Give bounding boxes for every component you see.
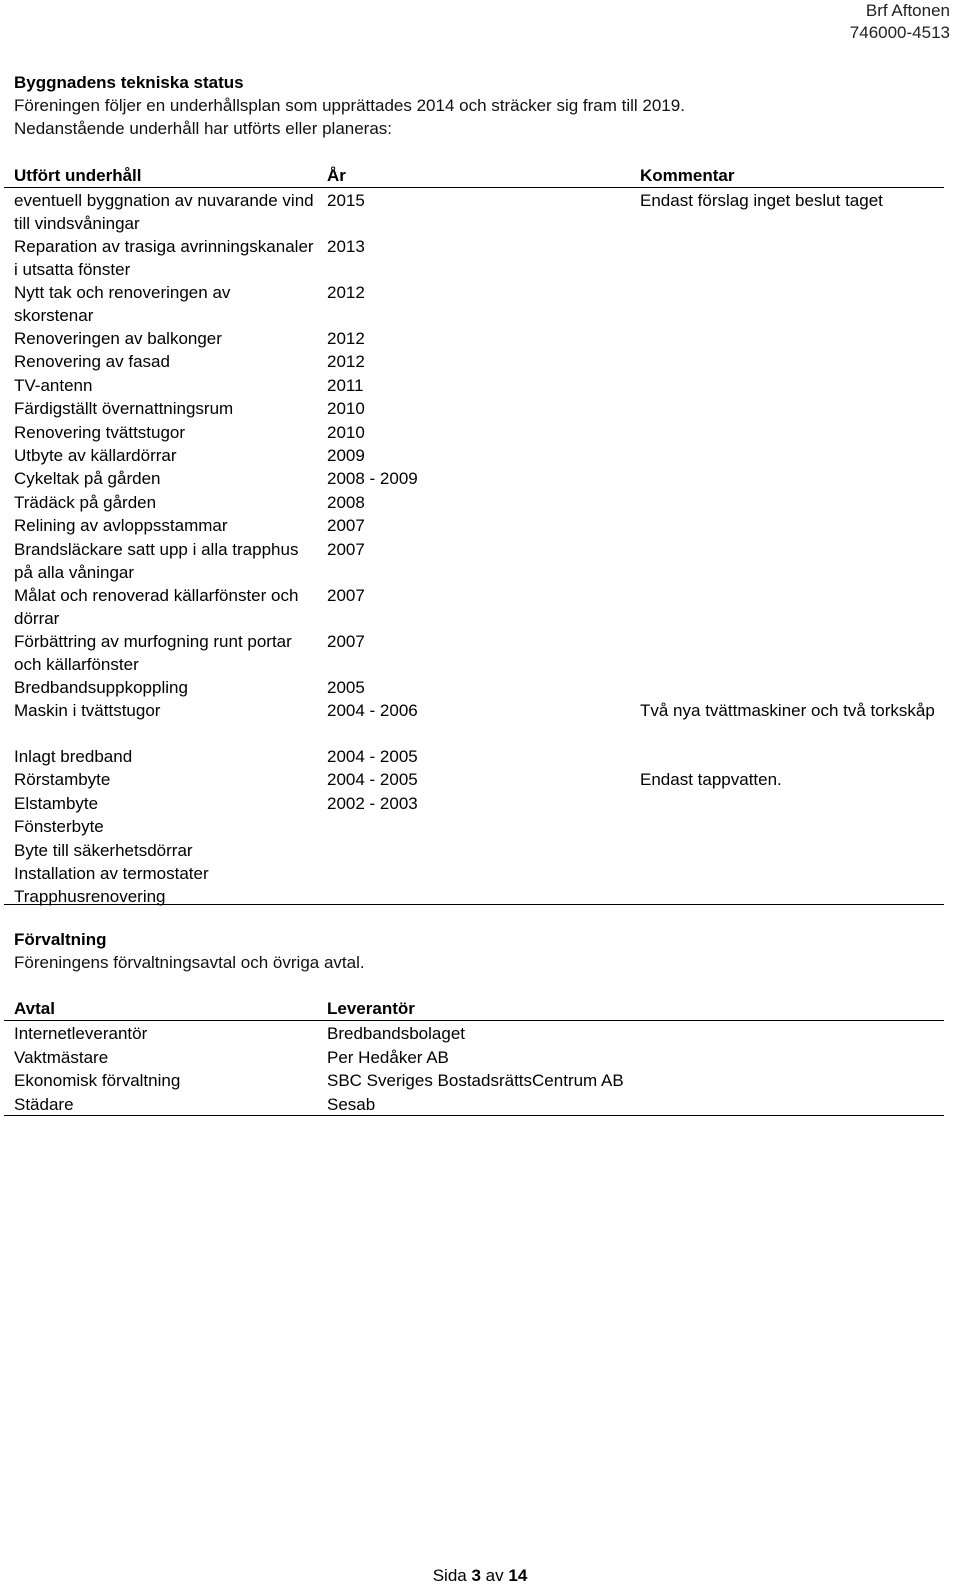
table-bottom-rule xyxy=(4,904,944,905)
table-top-rule xyxy=(4,187,944,188)
maintenance-item: Inlagt bredband xyxy=(14,747,133,766)
page-sep: av xyxy=(485,1566,504,1585)
page-number: 3 xyxy=(471,1566,481,1585)
status-text-line-2: Nedanstående underhåll har utförts eller planeras: xyxy=(14,119,393,138)
contract-supplier: Sesab xyxy=(327,1094,376,1114)
maintenance-year: 2004 - 2006 xyxy=(327,701,418,720)
maintenance-item: Målat och renoverad källarfönster och dörrar xyxy=(14,585,299,628)
maintenance-item: Trädäck på gården xyxy=(14,492,157,512)
maintenance-item: Renovering tvättstugor xyxy=(14,422,186,442)
maintenance-year: 2012 xyxy=(327,329,365,348)
maintenance-item: Elstambyte xyxy=(14,793,99,813)
status-text-line-1: Föreningen följer en underhållsplan som upprättades 2014 och sträcker sig fram till 2019. xyxy=(14,96,685,115)
contract-name: Internetleverantör xyxy=(14,1024,148,1043)
document-header xyxy=(850,0,950,44)
maintenance-item: Färdigställt övernattningsrum xyxy=(14,399,234,419)
maintenance-item: eventuell byggnation av nuvarande vind till vindsvåningar xyxy=(14,191,314,233)
header-maintenance: Utfört underhåll xyxy=(14,166,142,185)
maintenance-item: Förbättring av murfogning runt portar och källarfönster xyxy=(14,631,292,674)
contract-supplier: Bredbandsbolaget xyxy=(327,1024,466,1043)
maintenance-item: Trapphusrenovering xyxy=(14,887,166,907)
maintenance-comment: Endast tappvatten. xyxy=(640,770,782,790)
maintenance-year: 2007 xyxy=(327,516,365,536)
maintenance-item: Renoveringen av balkonger xyxy=(14,329,222,348)
org-number: 746000-4513 xyxy=(849,23,950,42)
maintenance-item: Fönsterbyte xyxy=(14,817,104,837)
page-total: 14 xyxy=(508,1566,528,1585)
contract-supplier: Per Hedåker AB xyxy=(327,1047,449,1067)
header-supplier: Leverantör xyxy=(327,999,415,1018)
maintenance-item: Brandsläckare satt upp i alla trapphus på alla våningar xyxy=(14,539,299,582)
contract-table-top-rule xyxy=(4,1020,944,1021)
maintenance-year: 2013 xyxy=(327,237,365,256)
maintenance-year: 2012 xyxy=(327,283,365,302)
header-contract: Avtal xyxy=(14,999,55,1018)
maintenance-year: 2009 xyxy=(327,446,365,465)
maintenance-year: 2011 xyxy=(327,375,364,395)
maintenance-year: 2002 - 2003 xyxy=(327,793,418,813)
maintenance-item: Byte till säkerhetsdörrar xyxy=(14,840,193,860)
section-title-management: Förvaltning xyxy=(14,930,107,949)
contract-name: Ekonomisk förvaltning xyxy=(14,1071,181,1090)
section-title-technical-status: Byggnadens tekniska status xyxy=(14,73,244,92)
maintenance-year: 2008 xyxy=(327,492,365,512)
maintenance-year: 2007 xyxy=(327,585,365,605)
maintenance-item: Reparation av trasiga avrinningskanaler i utsatta fönster xyxy=(14,237,314,279)
maintenance-item: Nytt tak och renoveringen av skorstenar xyxy=(14,283,231,325)
maintenance-item: Rörstambyte xyxy=(14,770,111,790)
maintenance-item: Maskin i tvättstugor xyxy=(14,701,161,720)
maintenance-item: Utbyte av källardörrar xyxy=(14,446,177,465)
maintenance-year: 2015 xyxy=(327,191,365,210)
maintenance-item: TV-antenn xyxy=(14,375,93,395)
maintenance-year: 2004 - 2005 xyxy=(327,770,418,790)
maintenance-item: Renovering av fasad xyxy=(14,352,170,372)
maintenance-year: 2007 xyxy=(327,631,365,651)
contract-name: Vaktmästare xyxy=(14,1047,109,1067)
maintenance-year: 2005 xyxy=(327,677,365,697)
maintenance-item: Relining av avloppsstammar xyxy=(14,516,228,536)
maintenance-year: 2007 xyxy=(327,539,365,559)
maintenance-year: 2004 - 2005 xyxy=(327,747,418,766)
contract-supplier: SBC Sveriges BostadsrättsCentrum AB xyxy=(327,1071,624,1090)
maintenance-item: Installation av termostater xyxy=(14,864,209,883)
org-name: Brf Aftonen xyxy=(865,1,950,20)
page-label: Sida xyxy=(432,1566,467,1585)
management-text: Föreningens förvaltningsavtal och övriga avtal. xyxy=(14,953,365,972)
maintenance-item: Cykeltak på gården xyxy=(14,469,161,489)
header-comment: Kommentar xyxy=(640,166,735,185)
maintenance-year: 2010 xyxy=(327,399,365,419)
maintenance-year: 2008 - 2009 xyxy=(327,469,418,489)
contract-table-bottom-rule xyxy=(4,1115,944,1116)
maintenance-comment: Två nya tvättmaskiner och två torkskåp xyxy=(640,701,935,720)
header-year: År xyxy=(327,166,346,185)
page-footer xyxy=(0,1566,960,1586)
maintenance-year: 2010 xyxy=(327,422,365,442)
maintenance-comment: Endast förslag inget beslut taget xyxy=(640,191,883,210)
maintenance-item: Bredbandsuppkoppling xyxy=(14,677,188,697)
contract-name: Städare xyxy=(14,1094,74,1114)
maintenance-year: 2012 xyxy=(327,352,365,372)
